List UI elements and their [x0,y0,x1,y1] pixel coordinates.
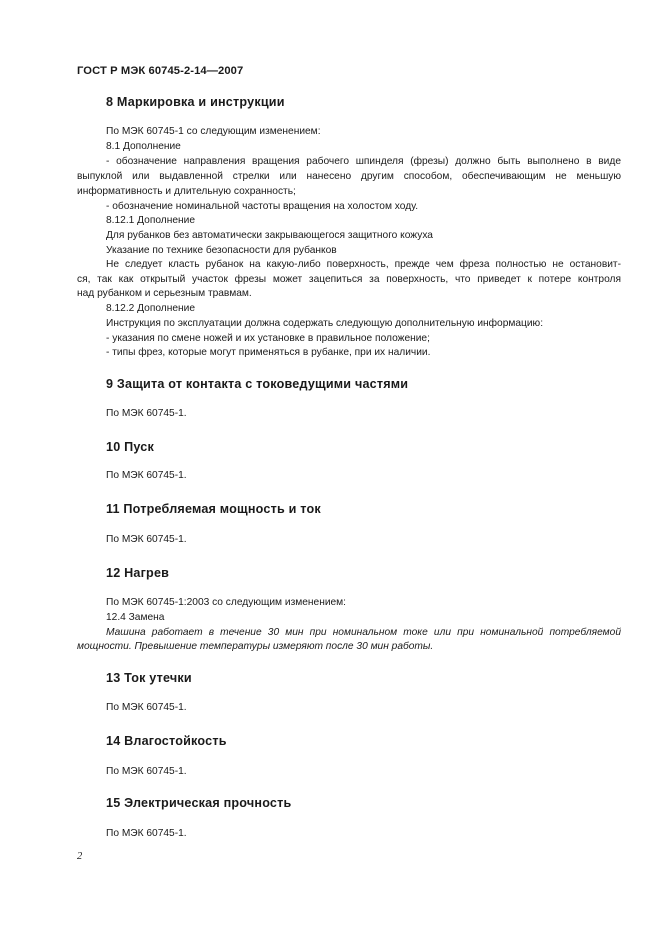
section-11-text: По МЭК 60745-1. [106,534,187,545]
bullet-rotation-line-1: - обозначение направления вращения рабочего шпинделя (фрезы) должно быть выполнено в виде [106,156,621,167]
section-12-heading: 12 Нагрев [106,566,170,580]
section-8-intro: По МЭК 60745-1 со следующим изменением: [106,126,321,137]
planers-paragraph: Для рубанков без автоматически закрывающегося защитного кожуха [106,230,433,241]
bullet-speed: - обозначение номинальной частоты вращения на холостом ходу. [106,201,419,212]
section-15-heading: 15 Электрическая прочность [106,796,292,810]
section-14-text: По МЭК 60745-1. [106,766,187,777]
section-11-heading: 11 Потребляемая мощность и ток [106,502,321,516]
clause-8-12-2: 8.12.2 Дополнение [106,303,196,314]
warning-line-1: Не следует класть рубанок на какую-либо поверхность, прежде чем фреза полностью не остановит- [106,259,621,270]
section-13-heading: 13 Ток утечки [106,671,192,685]
section-12-intro: По МЭК 60745-1:2003 со следующим изменением: [106,597,347,608]
section-9-text: По МЭК 60745-1. [106,408,187,419]
page-number: 2 [77,851,83,862]
instruction-item-1: - указания по смене ножей и их установке в правильное положение; [106,333,430,344]
warning-line-3: над рубанком и серьезным травмам. [77,288,252,299]
bullet-rotation-line-2: выпуклой или выдавленной стрелки или нанесено другим способом, обеспечивающим не меньшую [77,171,621,182]
document-header: ГОСТ Р МЭК 60745-2-14—2007 [77,65,244,77]
section-10-heading: 10 Пуск [106,440,154,454]
instruction-item-2: - типы фрез, которые могут применяться в рубанке, при их наличии. [106,347,431,358]
section-10-text: По МЭК 60745-1. [106,470,187,481]
bullet-rotation-line-3: информативность и длительную сохранность; [77,186,296,197]
section-8-heading: 8 Маркировка и инструкции [106,95,285,109]
section-14-heading: 14 Влагостойкость [106,734,227,748]
clause-12-4-text-line-2: мощности. Превышение температуры измеряют после 30 мин работы. [77,641,434,652]
warning-line-2: ся, так как открытый участок фрезы может зацепиться за поверхность, что приведет к потере контроля [77,274,621,285]
section-13-text: По МЭК 60745-1. [106,702,187,713]
clause-8-1: 8.1 Дополнение [106,141,181,152]
section-15-text: По МЭК 60745-1. [106,828,187,839]
safety-title: Указание по технике безопасности для рубанков [106,245,337,256]
clause-12-4-text-line-1: Машина работает в течение 30 мин при номинальном токе или при номинальной потребляемой [106,627,621,638]
instruction-intro: Инструкция по эксплуатации должна содержать следующую дополнительную информацию: [106,318,544,329]
clause-12-4: 12.4 Замена [106,612,165,623]
section-9-heading: 9 Защита от контакта с токоведущими частями [106,377,409,391]
clause-8-12-1: 8.12.1 Дополнение [106,215,196,226]
